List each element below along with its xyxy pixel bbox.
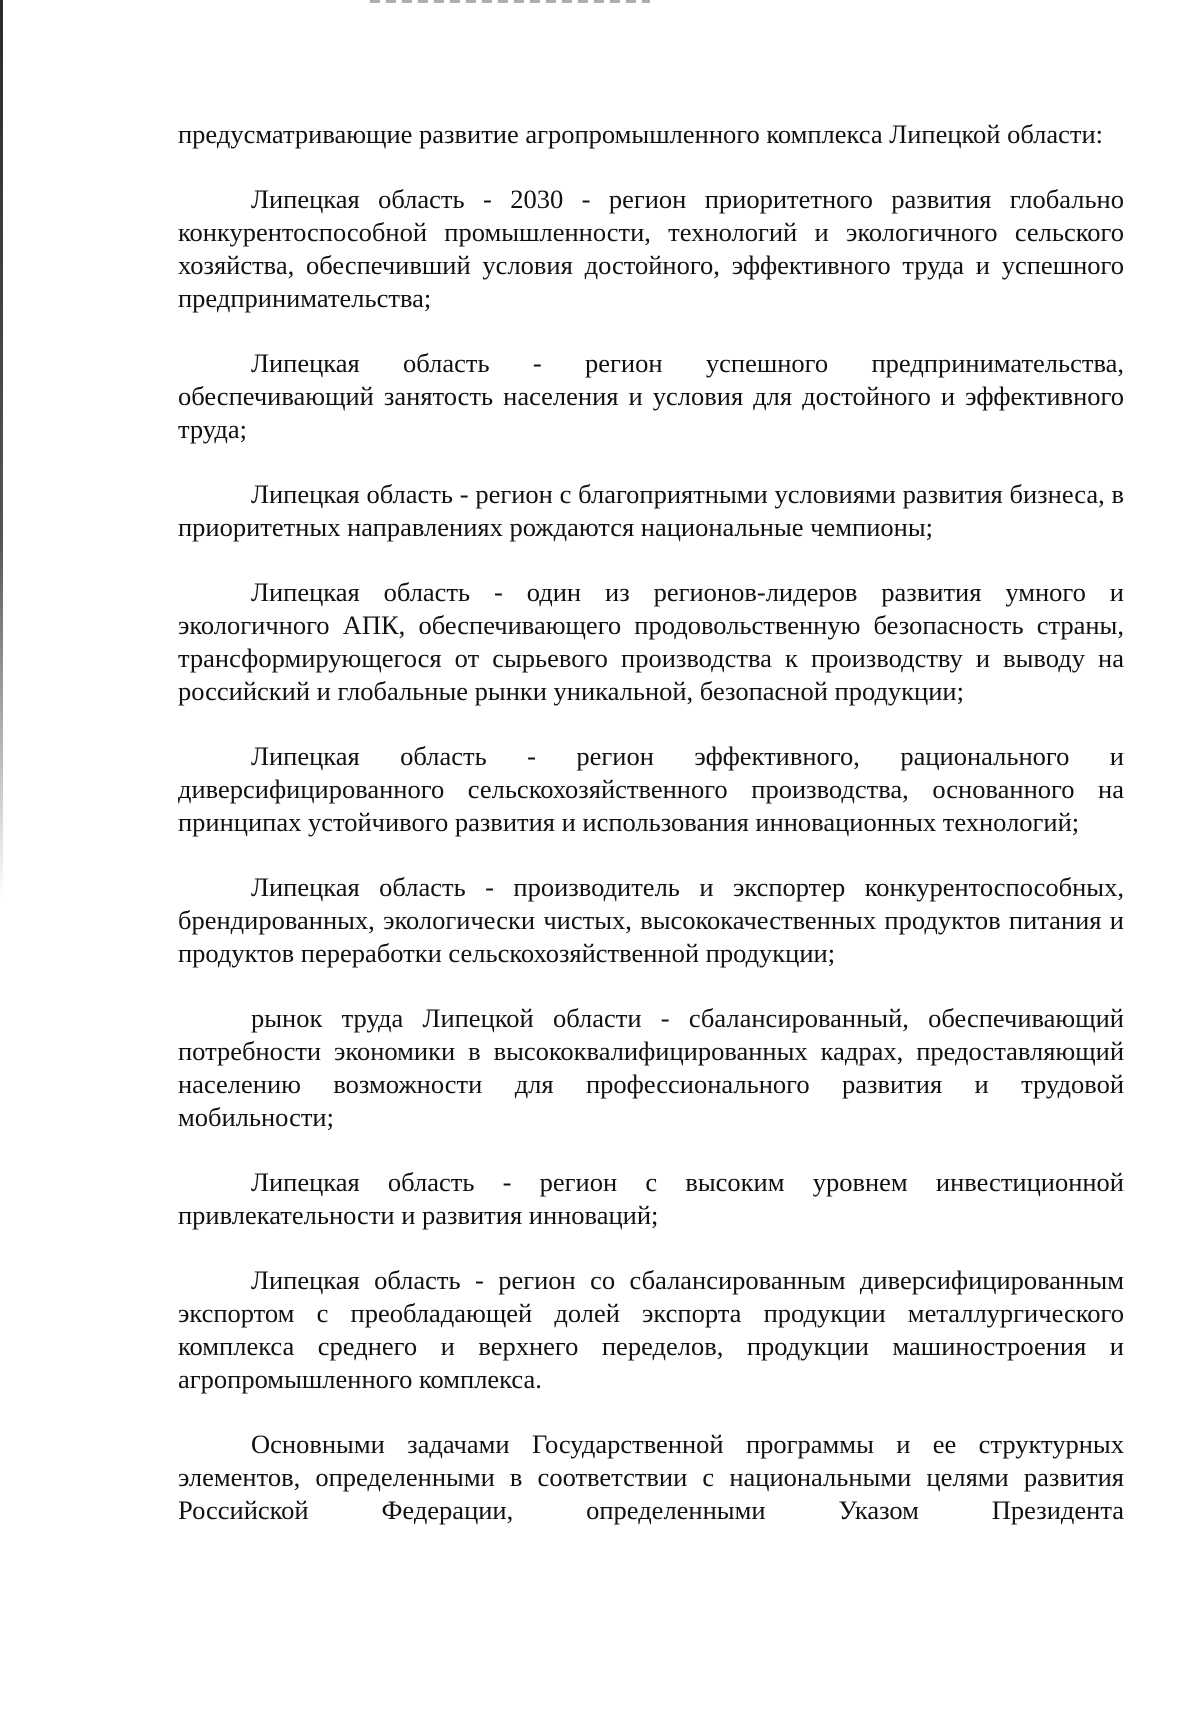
paragraph-labor-market: рынок труда Липецкой области - сбалансированный, обеспечивающий потребности экономики в высококвалифицированных кадрах, предоставляющий населению возможности для профессионального развития и трудовой мобильности; bbox=[178, 1003, 1124, 1132]
paragraph-continuation: предусматривающие развитие агропромышленного комплекса Липецкой области: bbox=[178, 119, 1104, 149]
paragraph-program-tasks: Основными задачами Государственной программы и ее структурных элементов, определенными в соответствии с национальными целями развития Российской Федерации, определенными Указом Президента bbox=[178, 1429, 1124, 1525]
paragraph-smart-apk: Липецкая область - один из регионов-лидеров развития умного и экологичного АПК, обеспечивающего продовольственную безопасность страны, трансформирующегося от сырьевого производства к производству и выводу на российский и глобальные рынки уникальной, безопасной продукции; bbox=[178, 577, 1124, 706]
scan-top-mark bbox=[370, 0, 650, 3]
paragraph-investment: Липецкая область - регион с высоким уровнем инвестиционной привлекательности и развития инноваций; bbox=[178, 1167, 1124, 1230]
document-page-body bbox=[178, 118, 1124, 1527]
paragraph-vision-2030: Липецкая область - 2030 - регион приоритетного развития глобально конкурентоспособной промышленности, технологий и экологичного сельского хозяйства, обеспечивший условия достойного, эффективного труда и успешного предпринимательства; bbox=[178, 184, 1124, 313]
paragraph-food-exporter: Липецкая область - производитель и экспортер конкурентоспособных, брендированных, экологически чистых, высококачественных продуктов питания и продуктов переработки сельскохозяйственной продукции; bbox=[178, 872, 1124, 968]
paragraph-export: Липецкая область - регион со сбалансированным диверсифицированным экспортом с преобладающей долей экспорта продукции металлургического комплекса среднего и верхнего переделов, продукции машиностроения и агропромышленного комплекса. bbox=[178, 1265, 1124, 1394]
paragraph-entrepreneurship: Липецкая область - регион успешного предпринимательства, обеспечивающий занятость населения и условия для достойного и эффективного труда; bbox=[178, 348, 1124, 444]
paragraph-business-conditions: Липецкая область - регион с благоприятными условиями развития бизнеса, в приоритетных направлениях рождаются национальные чемпионы; bbox=[178, 479, 1124, 542]
scan-left-edge bbox=[0, 0, 3, 900]
paragraph-agricultural-production: Липецкая область - регион эффективного, рационального и диверсифицированного сельскохозяйственного производства, основанного на принципах устойчивого развития и использования инновационных технологий; bbox=[178, 741, 1124, 837]
